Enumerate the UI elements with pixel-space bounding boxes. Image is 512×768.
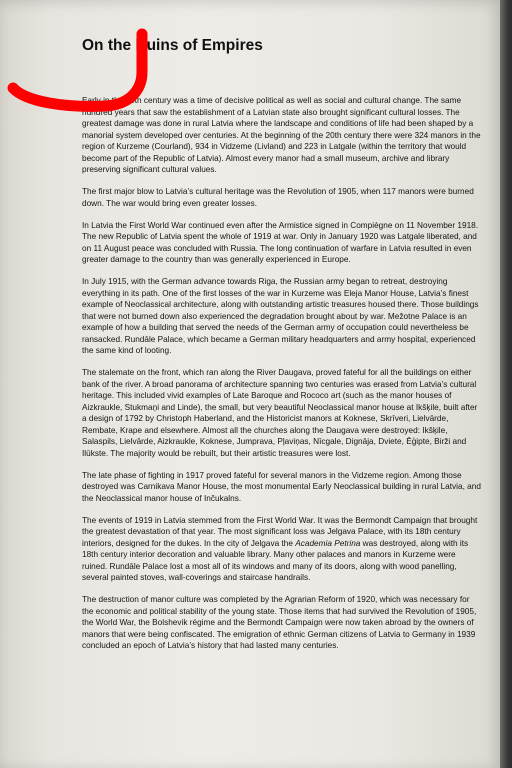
paragraph: In July 1915, with the German advance towards Riga, the Russian army began to retreat, destroying everything in its path. One of the first losses of the war in Kurzeme was Eleja Manor House, Latvia’s finest example of Neoclassical architecture, along with outstanding artistic treasures housed there. Those buildings that were not burned down also experienced the degradation brought about by war. Mežotne Palace is an example of how a building that served the needs of the German army of occupation could nevertheless be ransacked. Rundāle Palace, which became a German military headquarters and army hospital, experienced the same kind of looting. bbox=[82, 277, 479, 355]
red-annotation-mark bbox=[6, 28, 156, 118]
paragraph: The stalemate on the front, which ran along the River Daugava, proved fateful for all the buildings on either bank of the river. A broad panorama of architecture spanning two centuries was erased from Latvia’s cultural heritage. This included vivid examples of Late Baroque and Rococo art (such as the manor houses of Aizkraukle, Stukmaņi and Linde), the small, but very beautiful Neoclassical manor house at Ikšķile, built after a design of 1792 by Christoph Haberland, and the Historicist manors at Koknese, Skrīveri, Lielvārde, Rembate, Krape and elsewhere. Almost all the churches along the Daugava were destroyed: Ikšķile, Salaspils, Lielvārde, Aizkraukle, Koknese, Jumprava, Pļaviņas, Nīcgale, Dignāja, Dviete, Ēģipte, Birži and Ilūkste. The majority would be rebuilt, but their artistic treasures were lost. bbox=[82, 368, 478, 458]
paragraph: Early in the 20th century was a time of decisive political as well as social and cultural change. The same hundred years that saw the establishment of a Latvian state also brought significant cultural losses. The greatest damage was done in rural Latvia where the landscape and conditions of life had been shaped by a manorial system developed over centuries. At the beginning of the 20th century there were 324 manors in the region of Kurzeme (Courland), 934 in Vidzeme (Livland) and 223 in Latgale (within the territory that would become part of the Republic of Latvia). Almost every manor had a small museum, archive and library preserving significant cultural values. bbox=[82, 96, 481, 174]
body-text bbox=[82, 95, 482, 662]
paragraph-1919 bbox=[82, 515, 482, 584]
page-title: On the Ruins of Empires bbox=[82, 37, 263, 54]
paragraph: The destruction of manor culture was completed by the Agrarian Reform of 1920, which was necessary for the economic and political stability of the young state. Those items that had survived the Revolution of 1905, the World War, the Bolshevik régime and the Bermondt Campaign were now taken abroad by the owners of manors that were being confiscated. The emigration of ethnic German citizens of Latvia to Germany in 1939 concluded an epoch of Latvia’s history that had lasted many centuries. bbox=[82, 595, 477, 650]
paragraph: The first major blow to Latvia’s cultural heritage was the Revolution of 1905, when 117 manors were burned down. The war would bring even greater losses. bbox=[82, 187, 474, 208]
red-annotation-stroke bbox=[13, 34, 142, 106]
paragraph-1919-after: was destroyed, along with its 18th century interior decoration and valuable library. Many other palaces and manors in Kurzeme were ruined. Rundāle Palace lost a most all of its windows and many of its doors, along with wood panelling, several painted stoves, wall-coverings and staircase handrails. bbox=[82, 538, 469, 582]
paragraph: In Latvia the First World War continued even after the Armistice signed in Compiègne on 11 November 1918. The new Republic of Latvia spent the whole of 1919 at war. Only in January 1920 was Latgale liberated, and on 11 August peace was concluded with Russia. The long continuation of warfare in Latvia resulted in even greater damage to the country than was generally experienced in Europe. bbox=[82, 220, 479, 264]
paragraph-1919-before: The events of 1919 in Latvia stemmed from the First World War. It was the Bermondt Campaign that brought the greatest devastation of that year. The most significant loss was Jelgava Palace, with its 18th century interiors, designed for the dukes. In the city of Jelgava the bbox=[82, 515, 478, 548]
paragraph: The late phase of fighting in 1917 proved fateful for several manors in the Vidzeme region. Among those destroyed was Carnikava Manor House, the most monumental Early Neoclassical building in rural Latvia, and the Neoclassical manor house of Inčukalns. bbox=[82, 470, 481, 503]
panel-edge bbox=[500, 0, 512, 768]
academia-petrina: Academia Petrina bbox=[295, 538, 361, 548]
